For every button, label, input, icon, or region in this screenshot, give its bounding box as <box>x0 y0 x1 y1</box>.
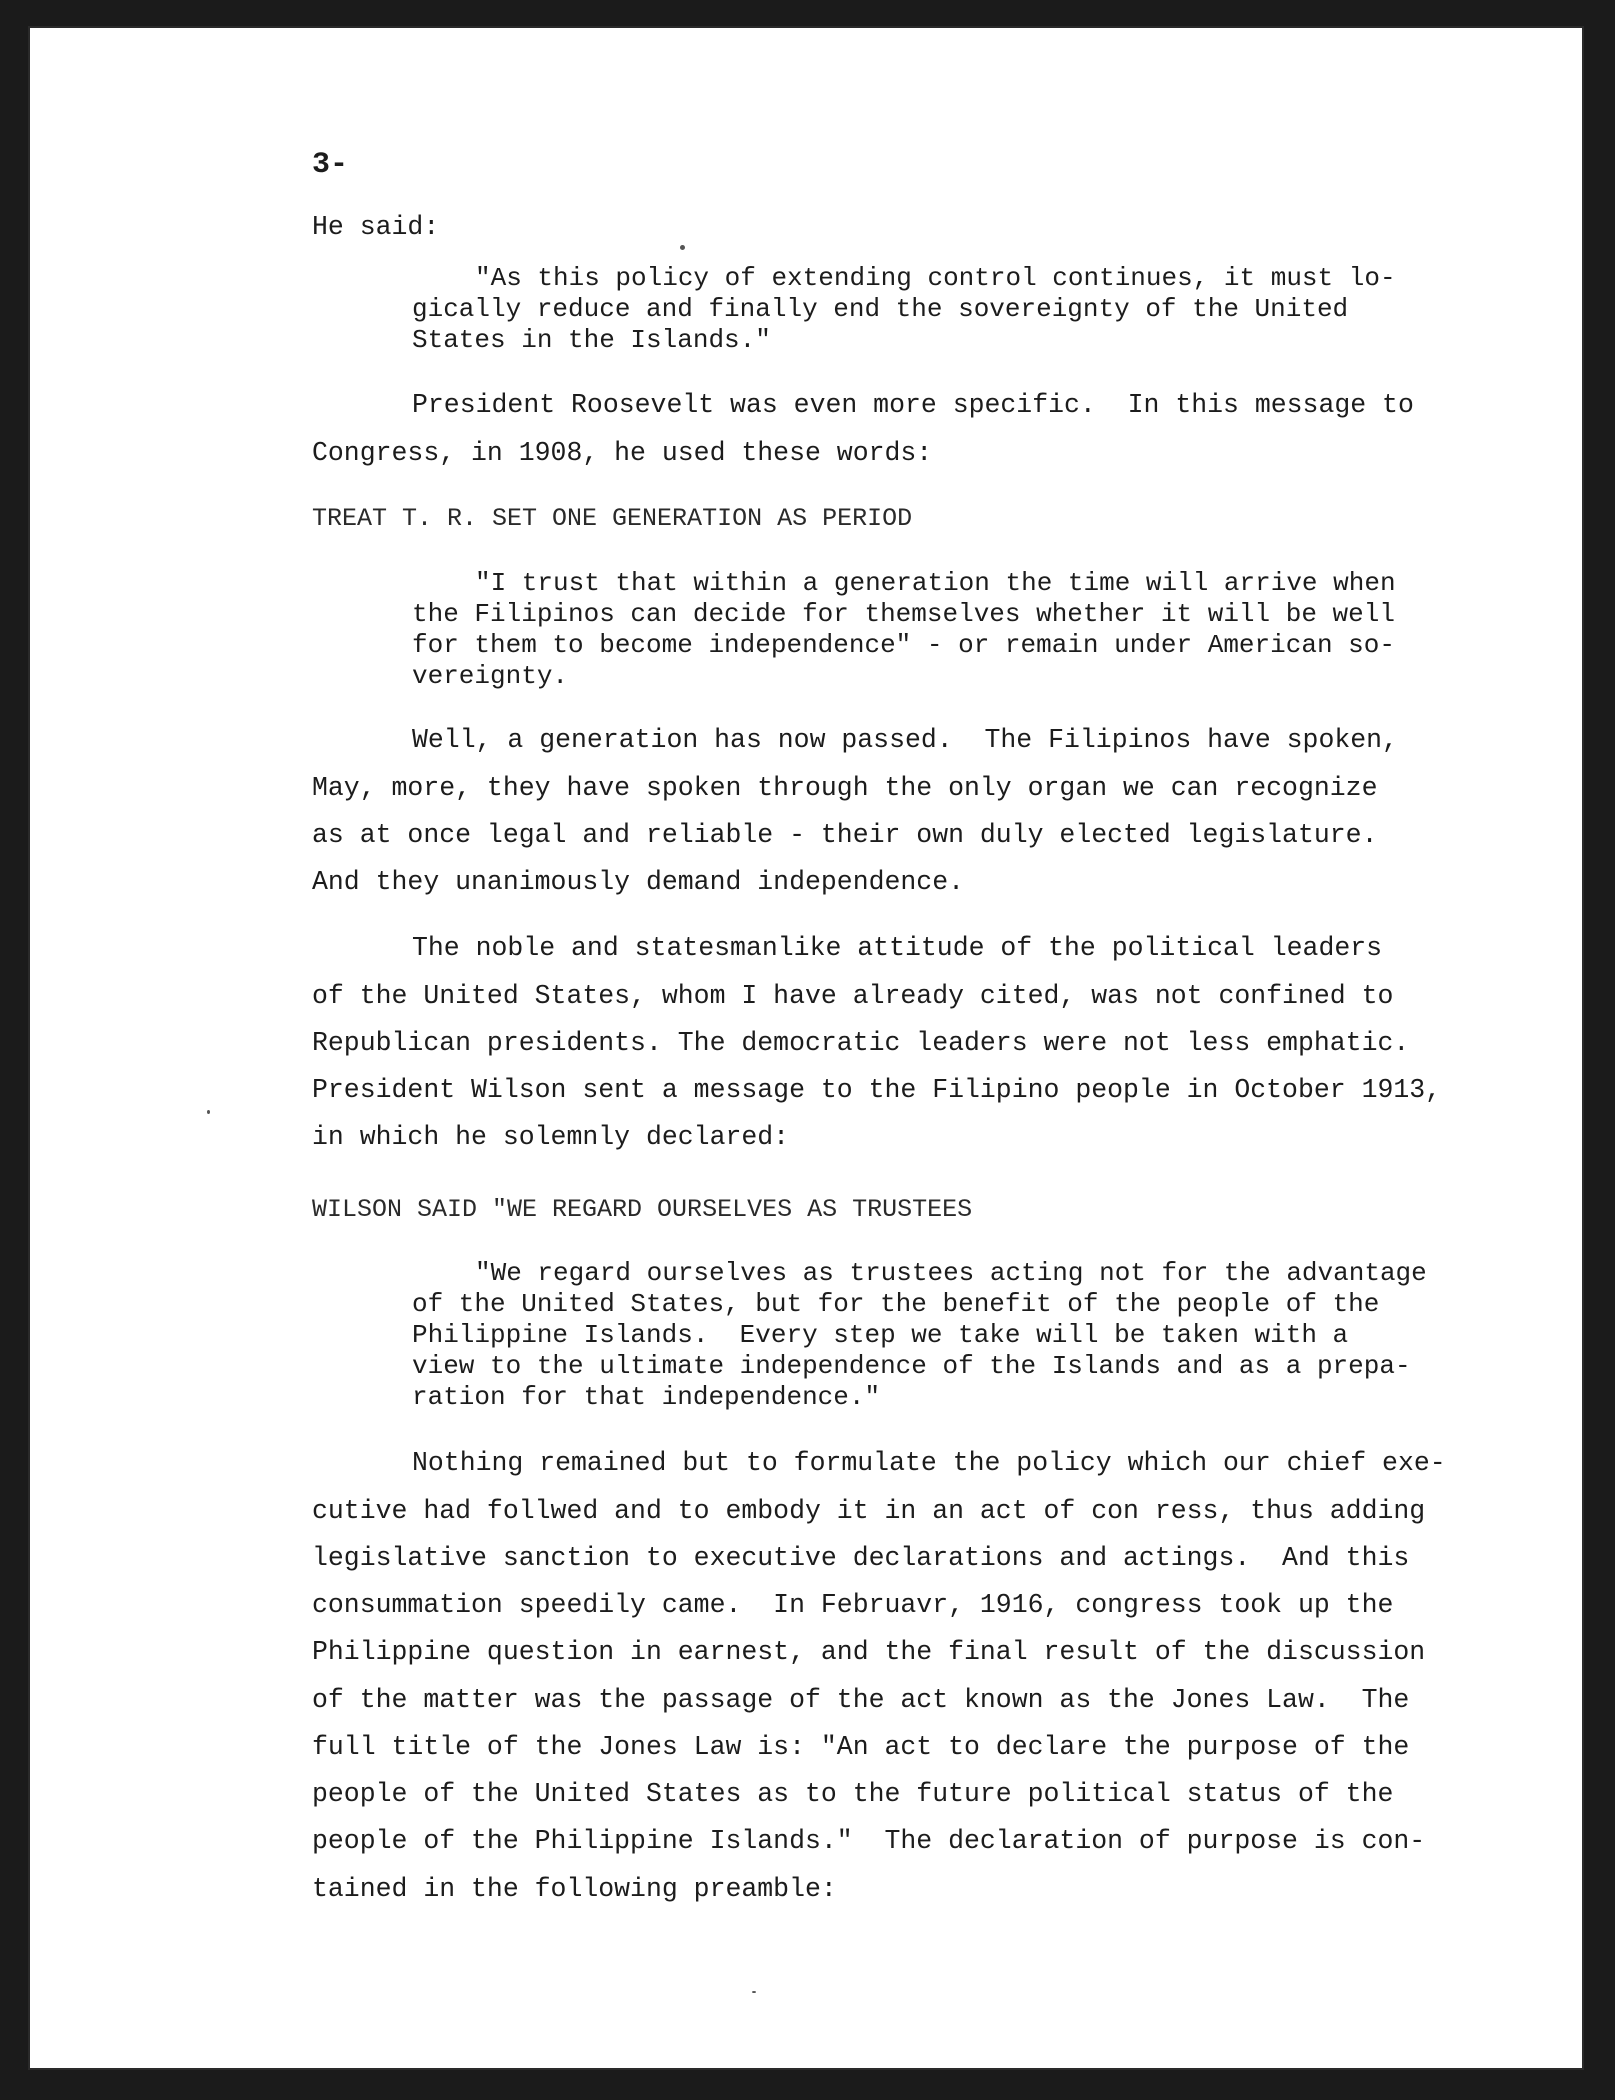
paragraph-line: people of the Philippine Islands." The declaration of purpose is con- <box>312 1826 1426 1856</box>
paragraph-line: of the United States, whom I have already cited, was not confined to <box>312 981 1394 1011</box>
paragraph-line: Republican presidents. The democratic leaders were not less emphatic. <box>312 1028 1410 1058</box>
quote-3-line: of the United States, but for the benefit of the people of the <box>412 1289 1380 1319</box>
paragraph-line: as at once legal and reliable - their own duly elected legislature. <box>312 820 1378 850</box>
quote-2-line: vereignty. <box>412 661 569 691</box>
paragraph-line: in which he solemnly declared: <box>312 1122 790 1152</box>
quote-2-line: "I trust that within a generation the time will arrive when <box>475 568 1396 598</box>
paragraph-line: consummation speedily came. In Februavr, 1916, congress took up the <box>312 1590 1394 1620</box>
scan-speck <box>207 1110 210 1114</box>
paragraph-line: full title of the Jones Law is: "An act to declare the purpose of the <box>312 1732 1410 1762</box>
paragraph-line: Well, a generation has now passed. The Filipinos have spoken, <box>412 725 1398 755</box>
quote-3-line: ration for that independence." <box>412 1382 881 1412</box>
scan-speck <box>680 245 685 250</box>
paragraph-line: Philippine question in earnest, and the final result of the discussion <box>312 1637 1426 1667</box>
intro-line: He said: <box>312 212 440 242</box>
quote-3-line: Philippine Islands. Every step we take will be taken with a <box>412 1320 1349 1350</box>
section-heading-1: TREAT T. R. SET ONE GENERATION AS PERIOD <box>312 504 913 533</box>
document-page <box>30 28 1582 2068</box>
page-number: 3- <box>312 148 349 182</box>
quote-2-line: the Filipinos can decide for themselves whether it will be well <box>412 599 1395 629</box>
section-heading-2: WILSON SAID "WE REGARD OURSELVES AS TRUSTEES <box>312 1195 973 1224</box>
paragraph-line: The noble and statesmanlike attitude of the political leaders <box>412 933 1383 963</box>
paragraph-line: Congress, in 1908, he used these words: <box>312 438 933 468</box>
paragraph-line: And they unanimously demand independence. <box>312 867 965 897</box>
paragraph-line: May, more, they have spoken through the only organ we can recognize <box>312 773 1378 803</box>
paragraph-line: Nothing remained but to formulate the policy which our chief exe- <box>412 1448 1446 1478</box>
quote-3-line: view to the ultimate independence of the Islands and as a prepa- <box>412 1351 1411 1381</box>
quote-1-line: States in the Islands." <box>412 325 771 355</box>
quote-1-line: gically reduce and finally end the sovereignty of the United <box>412 294 1349 324</box>
paragraph-line: President Wilson sent a message to the Filipino people in October 1913, <box>312 1075 1442 1105</box>
paragraph-line: of the matter was the passage of the act known as the Jones Law. The <box>312 1685 1410 1715</box>
paragraph-line: legislative sanction to executive declarations and actings. And this <box>312 1543 1410 1573</box>
paragraph-line: people of the United States as to the future political status of the <box>312 1779 1394 1809</box>
quote-1-line: "As this policy of extending control continues, it must lo- <box>475 263 1396 293</box>
paragraph-line: President Roosevelt was even more specific. In this message to <box>412 390 1414 420</box>
paragraph-line: tained in the following preamble: <box>312 1874 837 1904</box>
paragraph-line: cutive had follwed and to embody it in an act of con ress, thus adding <box>312 1496 1426 1526</box>
scan-speck <box>752 1991 756 1993</box>
quote-3-line: "We regard ourselves as trustees acting not for the advantage <box>475 1258 1427 1288</box>
quote-2-line: for them to become independence" - or remain under American so- <box>412 630 1395 660</box>
